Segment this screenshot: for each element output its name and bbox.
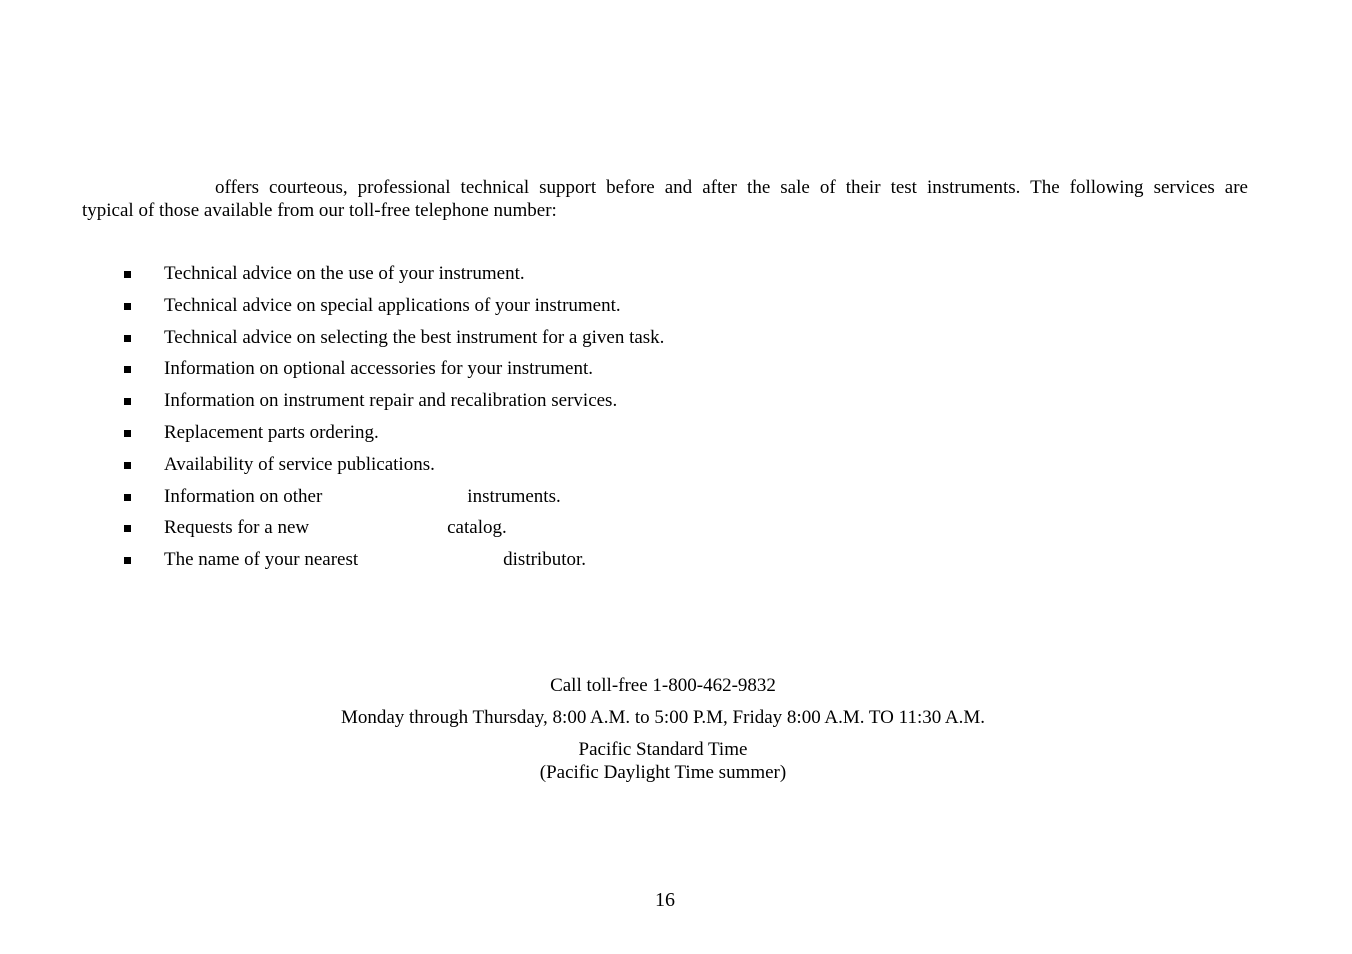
service-text: Technical advice on special applications of your instrument. [164,294,621,316]
square-bullet-icon [124,462,131,469]
square-bullet-icon [124,430,131,437]
square-bullet-icon [124,525,131,532]
service-text: Information on other instruments. [164,485,561,507]
square-bullet-icon [124,303,131,310]
service-text: Requests for a new catalog. [164,517,507,539]
page-number: 16 [655,889,675,911]
time-zone-summer: (Pacific Daylight Time summer) [539,762,787,783]
phone-number: Call toll-free 1-800-462-9832 [550,675,776,696]
business-hours: Monday through Thursday, 8:00 A.M. to 5:00 P.M, Friday 8:00 A.M. TO 11:30 A.M. [340,707,986,728]
service-text: Technical advice on selecting the best instrument for a given task. [164,326,665,348]
intro-line-1: offers courteous, professional technical support before and after the sale of their test instruments. The following services are [215,177,1248,198]
service-text: Information on optional accessories for your instrument. [164,358,593,380]
time-zone: Pacific Standard Time [578,739,748,760]
square-bullet-icon [124,271,131,278]
square-bullet-icon [124,366,131,373]
service-text: Technical advice on the use of your instrument. [164,263,525,284]
service-text: Replacement parts ordering. [164,421,379,443]
intro-paragraph [82,176,1248,222]
service-text: Availability of service publications. [164,453,435,475]
intro-line-2: typical of those available from our toll-free telephone number: [82,200,557,221]
square-bullet-icon [124,557,131,564]
square-bullet-icon [124,398,131,405]
service-text: The name of your nearest distributor. [164,549,587,571]
service-text: Information on instrument repair and recalibration services. [164,390,618,412]
square-bullet-icon [124,335,131,342]
square-bullet-icon [124,494,131,501]
